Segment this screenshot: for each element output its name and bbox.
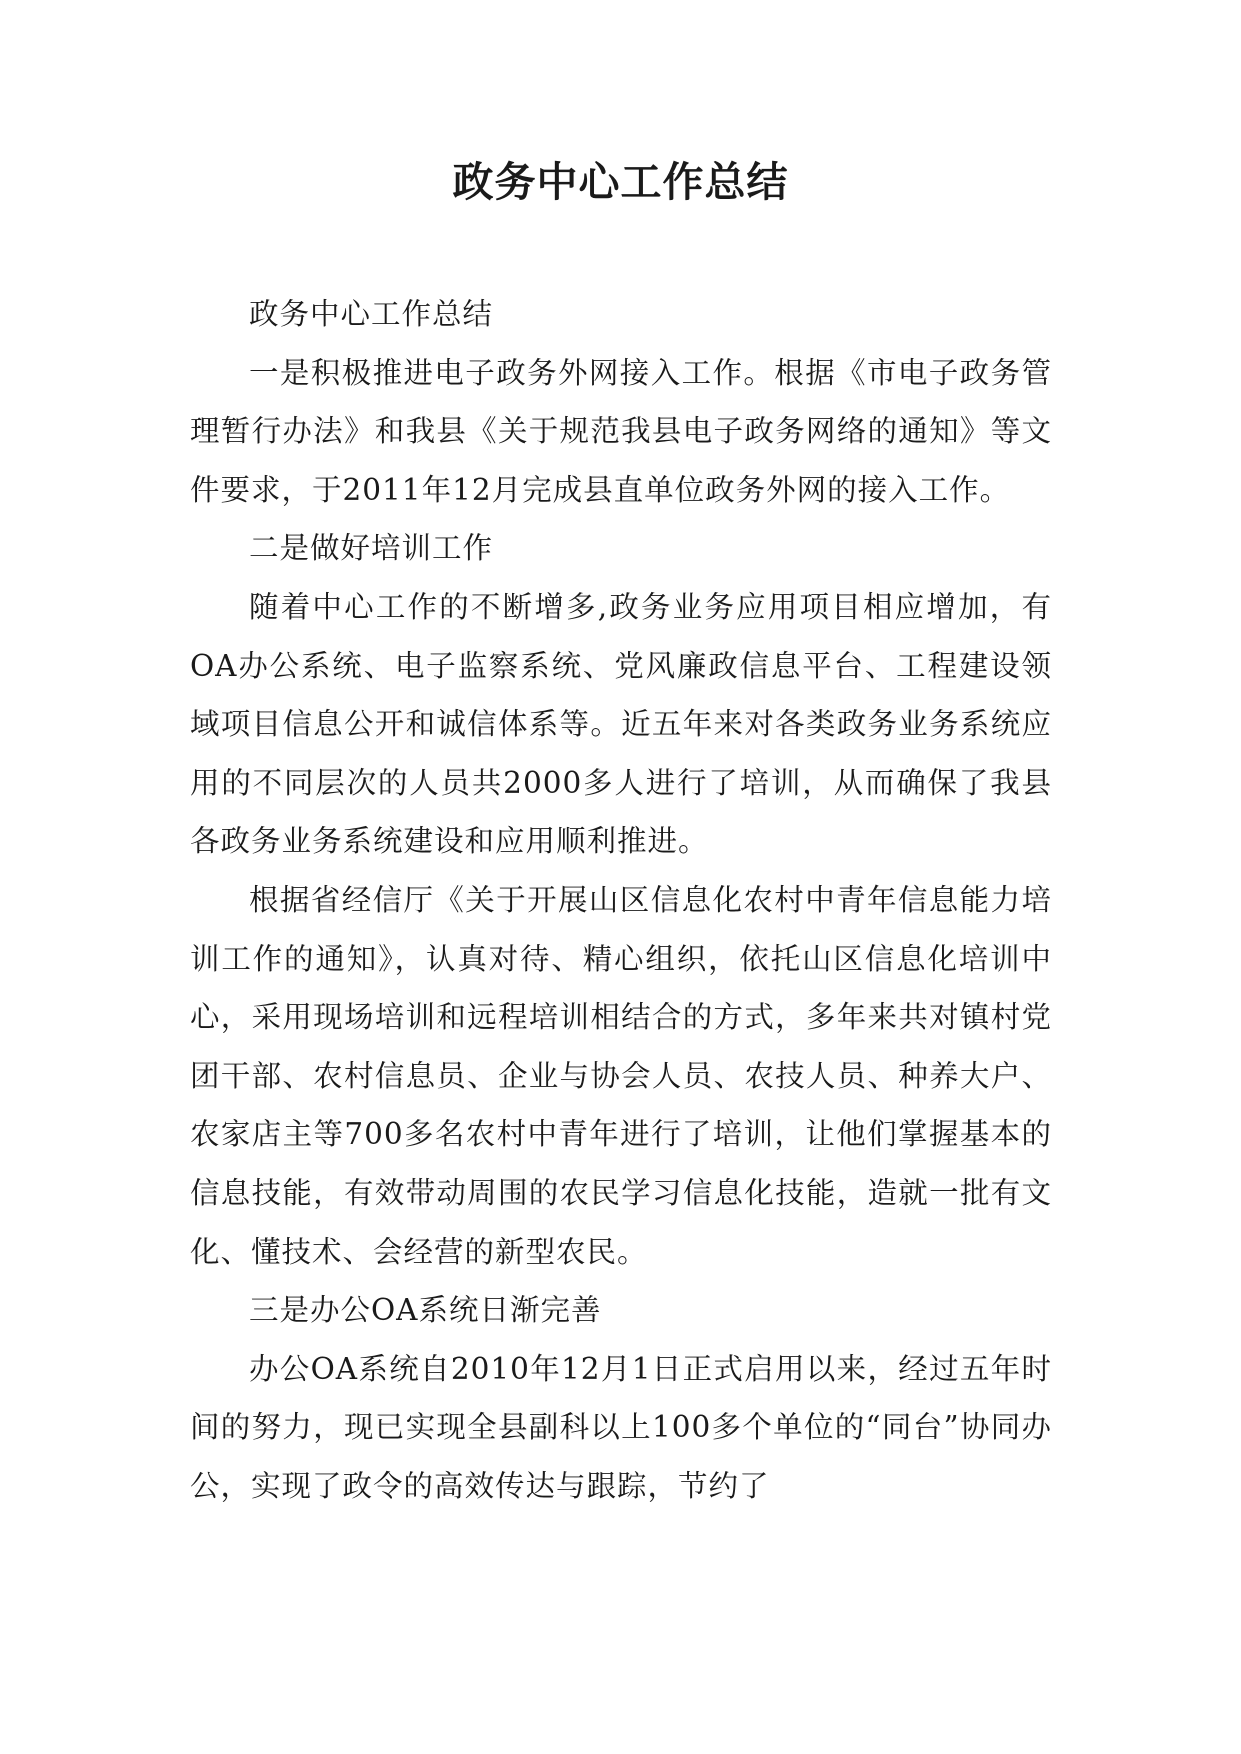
paragraph-training-overview: 随着中心工作的不断增多,政务业务应用项目相应增加，有OA办公系统、电子监察系统、党风廉政信息平台、工程建设领域项目信息公开和诚信体系等。近五年来对各类政务业务系统应用的不同层次的人员共2000多人进行了培训，从而确保了我县各政务业务系统建设和应用顺利推进。: [190, 589, 1052, 859]
document-title: 政务中心工作总结: [452, 158, 789, 206]
paragraph-heading: 政务中心工作总结: [249, 297, 494, 331]
paragraph-item-two-heading: 二是做好培训工作: [249, 531, 494, 566]
paragraph-item-one: 一是积极推进电子政务外网接入工作。根据《市电子政务管理暂行办法》和我县《关于规范我县电子政务网络的通知》等文件要求，于2011年12月完成县直单位政务外网的接入工作。: [190, 355, 1052, 507]
paragraph-item-three-heading: 三是办公OA系统日渐完善: [249, 1293, 602, 1328]
document-body: [190, 285, 1052, 1515]
paragraph-rural-training: 根据省经信厅《关于开展山区信息化农村中青年信息能力培训工作的通知》，认真对待、精心组织，依托山区信息化培训中心，采用现场培训和远程培训相结合的方式，多年来共对镇村党团干部、农村信息员、企业与协会人员、农技人员、种养大户、农家店主等700多名农村中青年进行了培训，让他们掌握基本的信息技能，有效带动周围的农民学习信息化技能，造就一批有文化、懂技术、会经营的新型农民。: [190, 882, 1052, 1269]
paragraph-oa-system: 办公OA系统自2010年12月1日正式启用以来，经过五年时间的努力，现已实现全县副科以上100多个单位的“同台”协同办公，实现了政令的高效传达与跟踪，节约了: [190, 1351, 1052, 1503]
